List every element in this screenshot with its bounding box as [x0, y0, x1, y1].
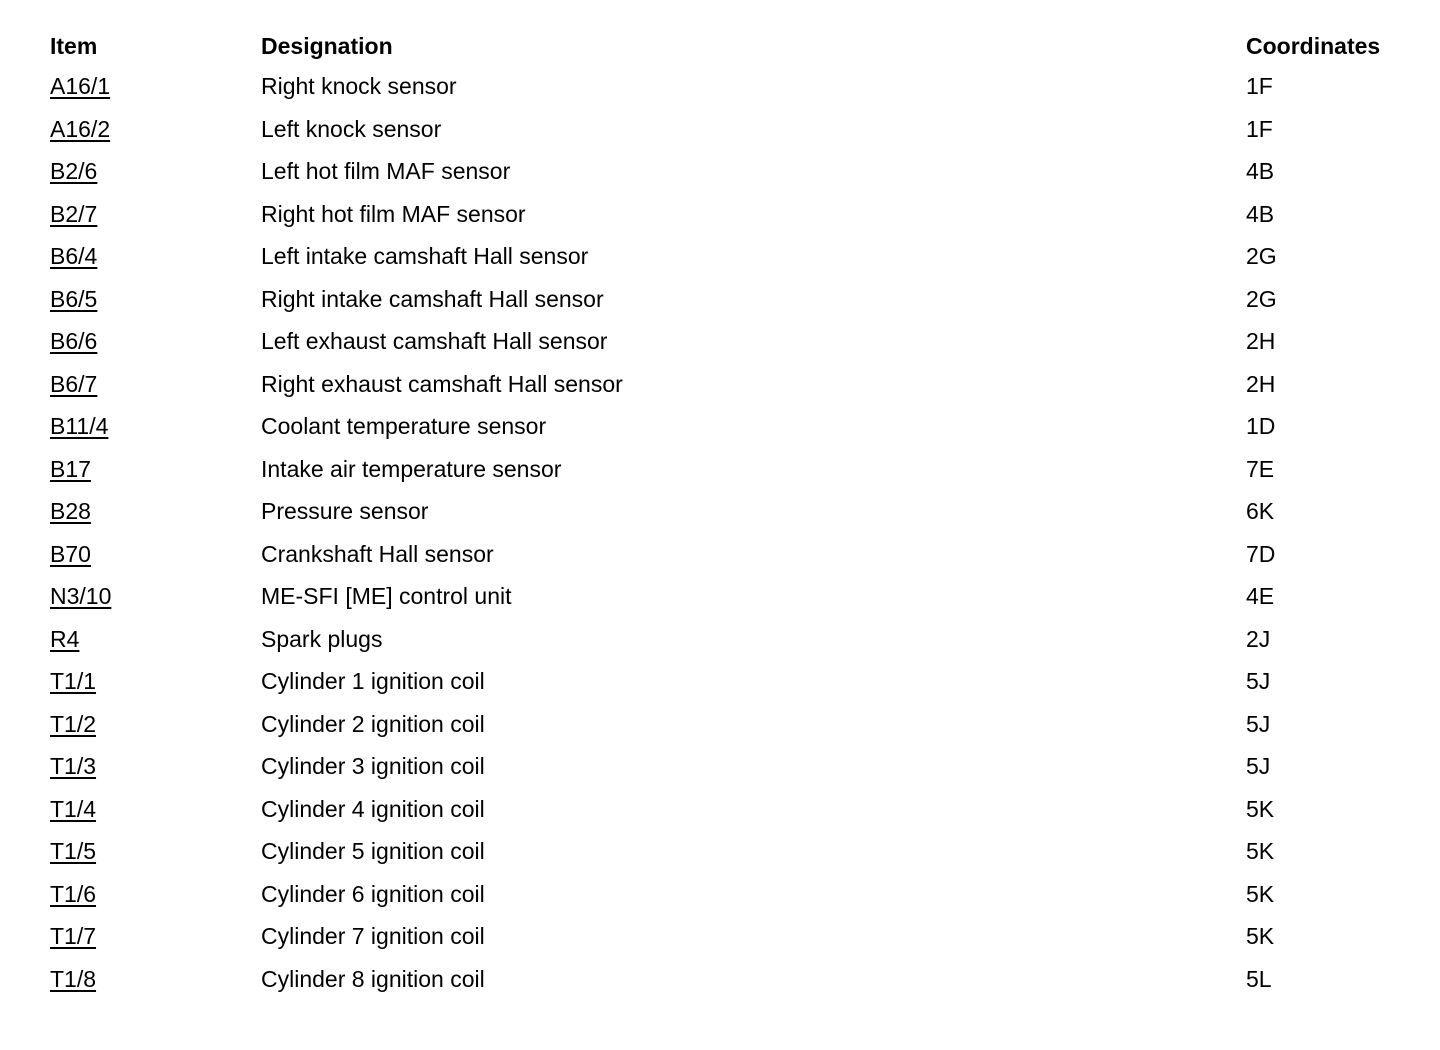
item-cell: [50, 745, 261, 788]
header-row: [50, 27, 1390, 65]
coordinates-cell: 7E: [1246, 455, 1275, 482]
coordinates-cell: 5K: [1246, 838, 1275, 864]
table-row: [50, 448, 1390, 491]
item-cell: [50, 660, 261, 703]
coordinates-cell: 2J: [1246, 625, 1271, 652]
coordinates-cell: 4B: [1246, 200, 1275, 227]
designation-cell: Cylinder 5 ignition coil: [261, 838, 485, 864]
designation-cell: Right hot film MAF sensor: [261, 200, 526, 227]
item-cell: [50, 830, 261, 873]
item-cell: [50, 150, 261, 193]
designation-cell: Cylinder 3 ignition coil: [261, 753, 485, 779]
coordinates-cell: 1F: [1246, 115, 1273, 142]
component-legend: [50, 27, 1430, 1000]
header-coordinates: Coordinates: [1246, 33, 1381, 59]
table-row: [50, 873, 1390, 916]
item-link[interactable]: A16/2: [50, 115, 111, 142]
item-link[interactable]: A16/1: [50, 73, 111, 99]
item-link[interactable]: T1/2: [50, 710, 97, 737]
table-row: [50, 958, 1390, 1001]
designation-cell: Cylinder 6 ignition coil: [261, 880, 485, 907]
coordinates-cell: 2G: [1246, 243, 1277, 269]
item-link[interactable]: T1/7: [50, 923, 97, 949]
item-cell: [50, 278, 261, 321]
item-link[interactable]: N3/10: [50, 583, 112, 609]
component-table: [50, 27, 1390, 1000]
item-cell: [50, 618, 261, 661]
table-row: [50, 575, 1390, 618]
header-designation: Designation: [261, 33, 393, 59]
designation-cell: Intake air temperature sensor: [261, 455, 562, 482]
coordinates-cell: 4E: [1246, 583, 1275, 609]
item-link[interactable]: T1/4: [50, 795, 97, 822]
item-cell: [50, 873, 261, 916]
table-row: [50, 405, 1390, 448]
item-cell: [50, 533, 261, 576]
item-cell: [50, 235, 261, 278]
coordinates-cell: 5L: [1246, 965, 1272, 992]
designation-cell: Right exhaust camshaft Hall sensor: [261, 370, 623, 397]
item-link[interactable]: B6/6: [50, 328, 98, 354]
item-cell: [50, 703, 261, 746]
coordinates-cell: 4B: [1246, 158, 1275, 184]
coordinates-cell: 2H: [1246, 370, 1276, 397]
coordinates-cell: 7D: [1246, 540, 1276, 567]
coordinates-cell: 5K: [1246, 923, 1275, 949]
coordinates-cell: 6K: [1246, 498, 1275, 524]
table-row: [50, 490, 1390, 533]
item-link[interactable]: B11/4: [50, 413, 109, 439]
coordinates-cell: 5K: [1246, 795, 1275, 822]
item-link[interactable]: B17: [50, 455, 91, 482]
item-link[interactable]: T1/5: [50, 838, 97, 864]
item-cell: [50, 320, 261, 363]
designation-cell: Coolant temperature sensor: [261, 413, 547, 439]
table-row: [50, 193, 1390, 236]
table-row: [50, 660, 1390, 703]
table-row: [50, 363, 1390, 406]
item-link[interactable]: B6/7: [50, 370, 98, 397]
designation-cell: Cylinder 8 ignition coil: [261, 965, 485, 992]
designation-cell: Right knock sensor: [261, 73, 457, 99]
designation-cell: Left knock sensor: [261, 115, 442, 142]
item-link[interactable]: B28: [50, 498, 91, 524]
table-row: [50, 320, 1390, 363]
table-row: [50, 830, 1390, 873]
item-link[interactable]: B6/5: [50, 285, 98, 312]
coordinates-cell: 5J: [1246, 753, 1271, 779]
coordinates-cell: 1D: [1246, 413, 1276, 439]
table-header: [50, 27, 1390, 65]
table-row: [50, 915, 1390, 958]
table-row: [50, 65, 1390, 108]
item-cell: [50, 788, 261, 831]
table-row: [50, 235, 1390, 278]
designation-cell: Cylinder 7 ignition coil: [261, 923, 485, 949]
item-cell: [50, 363, 261, 406]
designation-cell: Left hot film MAF sensor: [261, 158, 511, 184]
item-link[interactable]: T1/1: [50, 668, 97, 694]
table-row: [50, 788, 1390, 831]
designation-cell: Crankshaft Hall sensor: [261, 540, 494, 567]
table-row: [50, 533, 1390, 576]
designation-cell: Left intake camshaft Hall sensor: [261, 243, 589, 269]
table-row: [50, 108, 1390, 151]
item-link[interactable]: T1/6: [50, 880, 97, 907]
item-cell: [50, 575, 261, 618]
coordinates-cell: 1F: [1246, 73, 1273, 99]
table-body: [50, 65, 1390, 1000]
coordinates-cell: 5K: [1246, 880, 1275, 907]
item-link[interactable]: B6/4: [50, 243, 98, 269]
item-link[interactable]: T1/8: [50, 965, 97, 992]
table-row: [50, 278, 1390, 321]
table-row: [50, 745, 1390, 788]
item-cell: [50, 958, 261, 1001]
designation-cell: Pressure sensor: [261, 498, 429, 524]
item-cell: [50, 108, 261, 151]
table-row: [50, 618, 1390, 661]
designation-cell: ME-SFI [ME] control unit: [261, 583, 512, 609]
item-cell: [50, 405, 261, 448]
item-cell: [50, 193, 261, 236]
table-row: [50, 703, 1390, 746]
designation-cell: Spark plugs: [261, 625, 383, 652]
coordinates-cell: 2H: [1246, 328, 1276, 354]
designation-cell: Left exhaust camshaft Hall sensor: [261, 328, 608, 354]
header-item: Item: [50, 33, 98, 59]
item-link[interactable]: R4: [50, 625, 80, 652]
coordinates-cell: 5J: [1246, 710, 1271, 737]
designation-cell: Cylinder 2 ignition coil: [261, 710, 485, 737]
coordinates-cell: 5J: [1246, 668, 1271, 694]
designation-cell: Cylinder 4 ignition coil: [261, 795, 485, 822]
table-row: [50, 150, 1390, 193]
item-link[interactable]: B2/6: [50, 158, 98, 184]
designation-cell: Cylinder 1 ignition coil: [261, 668, 485, 694]
coordinates-cell: 2G: [1246, 285, 1277, 312]
item-link[interactable]: B2/7: [50, 200, 98, 227]
item-cell: [50, 915, 261, 958]
item-cell: [50, 65, 261, 108]
item-link[interactable]: B70: [50, 540, 91, 567]
designation-cell: Right intake camshaft Hall sensor: [261, 285, 604, 312]
item-cell: [50, 448, 261, 491]
item-cell: [50, 490, 261, 533]
item-link[interactable]: T1/3: [50, 753, 97, 779]
